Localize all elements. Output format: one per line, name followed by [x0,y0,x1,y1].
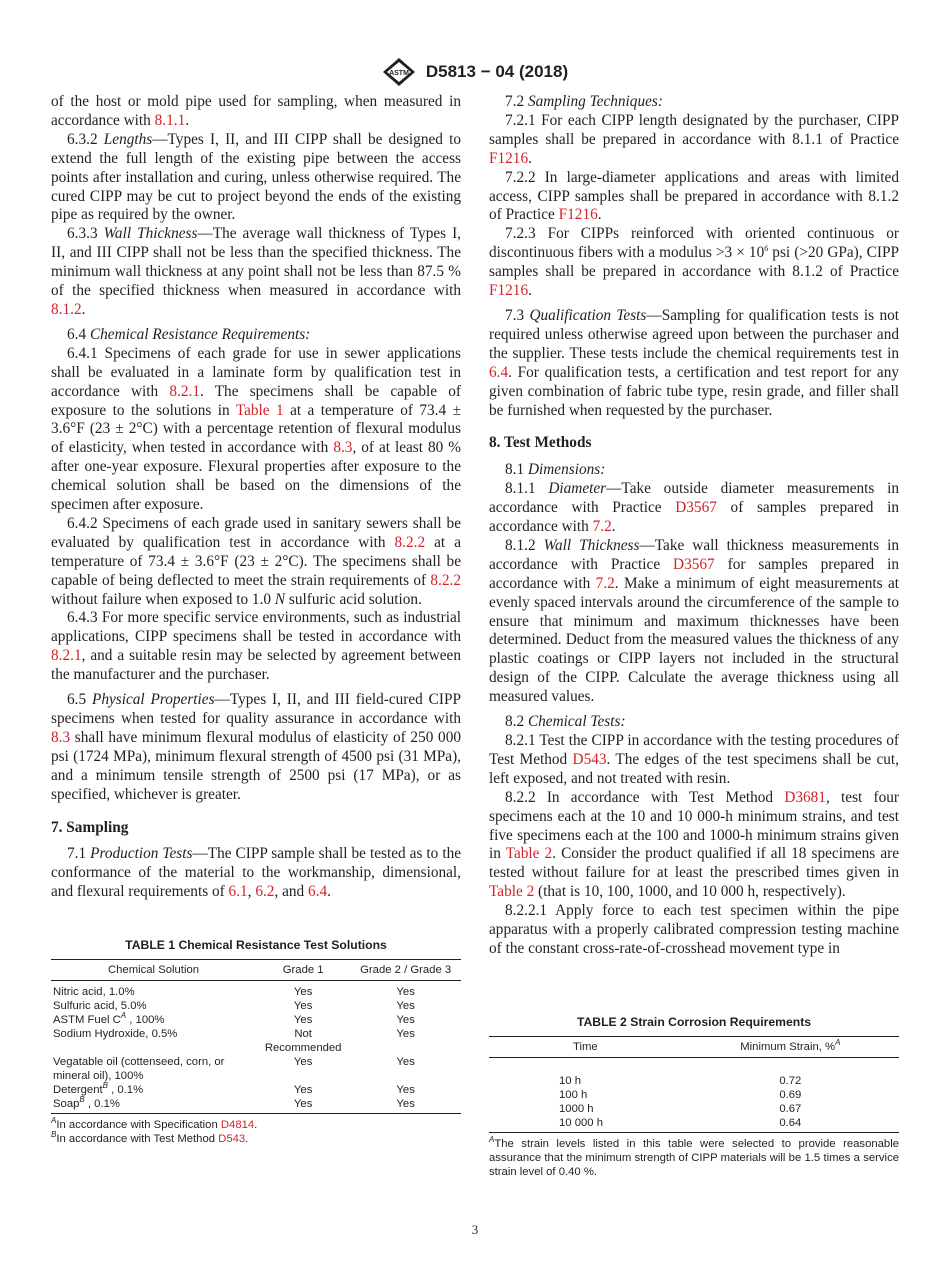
ref-link[interactable]: 7.2 [592,518,612,536]
ref-link[interactable]: 8.1.1 [154,111,186,129]
paragraph-6-3-1-continued: of the host or mold pipe used for sampling, when measured in accordance with 8.1.1. [51,93,461,129]
section-heading-7: 7. Sampling [51,818,129,836]
ref-link[interactable]: 8.2.1 [169,382,200,400]
ref-link[interactable]: F1216 [489,282,529,300]
table-row: Vegatable oil (cottenseed, corn, or mineral oil), 100% Yes Yes [53,1056,415,1083]
ref-link[interactable]: D543 [572,750,607,768]
right-column [489,93,899,1179]
ref-link[interactable]: Table 2 [489,883,535,901]
ref-link[interactable]: F1216 [489,149,529,167]
paragraph-7-2: 7.2 Sampling Techniques: [505,93,663,110]
table-2-grid [489,1036,899,1133]
paragraph-8-1: 8.1 Dimensions: [505,461,606,479]
svg-text:ASTM: ASTM [388,70,409,77]
ref-link[interactable]: 8.3 [51,728,71,746]
column-header: Time [489,1036,682,1057]
ref-link[interactable]: D4814 [220,1119,255,1132]
ref-link[interactable]: 8.2.2 [430,571,461,589]
ref-link[interactable]: Table 2 [505,845,553,863]
paragraph-6-4: 6.4 Chemical Resistance Requirements: [67,325,311,343]
column-header: Grade 2 / Grade 3 [350,960,461,981]
table-1-title: TABLE 1 Chemical Resistance Test Solutions [125,938,387,953]
ref-link[interactable]: 8.2.1 [51,647,82,665]
table-1-footnote-b: $^B$In accordance with Test Method D543. [51,1130,249,1146]
ref-link[interactable]: 8.3 [333,439,353,457]
table-2-footnote-a: $^A$The strain levels listed in this table were selected to provide reasonable assurance that the minimum strength of CIPP materials will be 1.5 times a service strain level of 0.40 %. [489,1135,899,1178]
paragraph-8-2: 8.2 Chemical Tests: [505,713,626,731]
ref-link[interactable]: D3567 [673,555,715,573]
table-row: Nitric acid, 1.0% Yes Yes [53,986,415,999]
page-header [0,57,950,87]
column-header: Chemical Solution [51,960,256,981]
paragraph-8-2-1: 8.2.1 Test the CIPP in accordance with the testing procedures of Test Method D543. The edges of the test specimens shall be cut, left exposed, and not treated with resin. [489,732,899,787]
ref-link[interactable]: 6.1 [228,883,248,901]
ref-link[interactable]: 6.4 [308,883,328,901]
paragraph-6-3-3: 6.3.3 Wall Thickness—The average wall thickness of Types I, II, and III CIPP shall not be less than the specified thickness. The minimum wall thickness at any point shall not be less than 87.5 % of the specified thickness when measured in accordance with 8.1.2. [51,225,462,318]
table-2 [489,1013,899,1179]
table-row: Detergent$^B$ , 0.1% Yes Yes [53,1081,415,1097]
table-row: 100 h 0.69 [559,1088,802,1101]
paragraph-7-2-1: 7.2.1 For each CIPP length designated by the purchaser, CIPP samples shall be prepared in accordance with 8.1.1 of Practice F1216. [489,111,899,167]
paragraph-6-5: 6.5 Physical Properties—Types I, II, and III field-cured CIPP specimens when tested for quality assurance in accordance with 8.3 shall have minimum flexural modulus of elasticity of 250 000 psi (1724 MPa), minimum flexural strength of 4500 psi (31 MPa), and a minimum tensile strength of 2500 psi (17 MPa), or as specified, whichever is greater. [51,691,461,803]
paragraph-6-4-1: 6.4.1 Specimens of each grade for use in sewer applications shall be evaluated in a laminate form by qualification test in accordance with 8.2.1. The specimens shall be capable of exposure to the solutions in Table 1 at a temperature of 73.4 ± 3.6°F (23 ± 2°C) with a percentage retention of flexural modulus of elasticity, when tested in accordance with 8.3, of at least 80 % after one-year exposure. Flexural properties after exposure to the chemical solution shall be based on the dimensions of the specimen after exposure. [51,344,461,514]
table-1-grid [51,959,461,1114]
table-row: Sulfuric acid, 5.0% Yes Yes [53,1000,415,1013]
ref-link[interactable]: 6.2 [255,883,275,901]
paragraph-8-1-1: 8.1.1 Diameter—Take outside diameter measurements in accordance with Practice D3567 of samples prepared in accordance with 7.2. [489,480,899,536]
paragraph-7-1: 7.1 Production Tests—The CIPP sample shall be tested as to the conformance of the material to the workmanship, dimensional, and flexural requirements of 6.1, 6.2, and 6.4. [51,845,462,901]
ref-link[interactable]: 8.2.2 [394,533,426,551]
page-number: 3 [471,1222,479,1237]
table-row: Sodium Hydroxide, 0.5% Not Recommended Yes [53,1028,415,1055]
column-header: Grade 1 [256,960,350,981]
table-row: ASTM Fuel $C^A$ , 100% Yes Yes [53,1011,415,1027]
ref-link[interactable]: Table 1 [235,401,284,419]
table-row: 10 000 h 0.64 [489,1116,899,1133]
paragraph-7-2-3: 7.2.3 For CIPPs reinforced with oriented continuous or discontinuous fibers with a modulus $>3 \times 10^6$ psi (>20 GPa), CIPP samples shall be prepared in accordance with 8.1.2 of Practice F1216. [489,225,899,300]
table-row: Soap$^B$ , 0.1% Yes Yes [51,1097,461,1114]
ref-link[interactable]: 7.2 [595,574,615,592]
astm-logo-icon [382,57,416,87]
ref-link[interactable]: F1216 [558,206,598,224]
paragraph-8-1-2: 8.1.2 Wall Thickness—Take wall thickness measurements in accordance with Practice D3567 for samples prepared in accordance with 7.2. Make a minimum of eight measurements at evenly spaced intervals around the circumference of the sample to ensure that minimum and maximum thicknesses have been determined. Deduct from the measured values the thickness of any plastic coatings or CIPP layers not included in the structural design of the CIPP. Calculate the average thickness using all measured values. [489,536,900,706]
table-1-footnote-a: $^A$In accordance with Specification D4814. [51,1116,258,1132]
ref-link[interactable]: D543 [218,1133,246,1146]
column-header: Minimum Strain, %$^A$ [682,1036,899,1057]
paragraph-6-4-3: 6.4.3 For more specific service environments, such as industrial applications, CIPP specimens shall be tested in accordance with 8.2.1, and a suitable resin may be selected by agreement between the manufacturer and the purchaser. [51,609,461,684]
ref-link[interactable]: 8.1.2 [51,300,82,318]
standard-designation: D5813 − 04 (2018) [425,62,569,81]
table-2-title: TABLE 2 Strain Corrosion Requirements [576,1014,812,1029]
table-1 [51,936,461,1146]
paragraph-8-2-2-1: 8.2.2.1 Apply force to each test specimen within the pipe apparatus with a properly calibrated compression testing machine of the constant cross-rate-of-crosshead movement type in [489,902,899,957]
paragraph-6-4-2: 6.4.2 Specimens of each grade used in sanitary sewers shall be evaluated by qualification test in accordance with 8.2.2 at a temperature of 73.4 ± 3.6°F (23 ± 2°C). The specimens shall be capable of being deflected to meet the strain requirements of 8.2.2 without failure when exposed to 1.0 N sulfuric acid solution. [51,514,461,608]
table-row: 10 h 0.72 [559,1074,802,1087]
ref-link[interactable]: 6.4 [489,363,509,381]
section-heading-8: 8. Test Methods [489,434,592,452]
ref-link[interactable]: D3681 [784,788,826,806]
paragraph-7-3: 7.3 Qualification Tests—Sampling for qualification tests is not required unless otherwise agreed upon between the purchaser and the supplier. These tests include the chemical requirements test in 6.4. For qualification tests, a certification and test report for any given combination of fabric tube type, resin grade, and filler shall be furnished when requested by the purchaser. [489,306,899,419]
table-row: 1000 h 0.67 [559,1102,802,1115]
paragraph-6-3-2: 6.3.2 Lengths—Types I, II, and III CIPP shall be designed to extend the full length of the existing pipe between the access points after installation and curing, unless otherwise required. The cured CIPP may be cut to project beyond the ends of the existing pipe as required by the owner. [51,130,461,224]
paragraph-7-2-2: 7.2.2 In large-diameter applications and areas with limited access, CIPP samples shall be prepared in accordance with 8.1.2 of Practice F1216. [489,168,899,224]
paragraph-8-2-2: 8.2.2 In accordance with Test Method D3681, test four specimens each at the 10 and 10 000-h minimum strains, and test five specimens each at the 100 and 1000-h minimum strains given in Table 2. Consider the product qualified if all 18 specimens are tested without failure for at least the prescribed times given in Table 2 (that is 10, 100, 1000, and 10 000 h, respectively). [489,788,899,901]
ref-link[interactable]: D3567 [675,499,717,517]
left-column [51,93,461,1146]
